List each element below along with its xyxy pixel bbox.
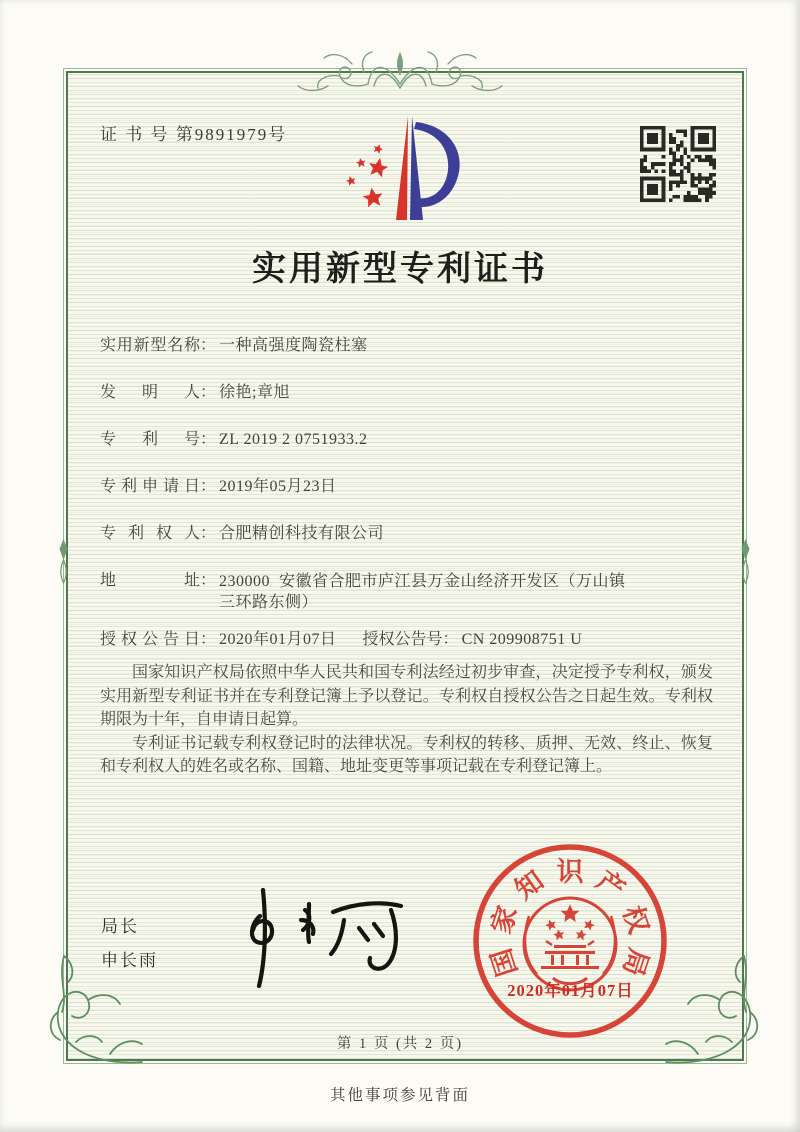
field-value: 2019年05月23日 [219, 478, 337, 495]
director-signature [205, 872, 415, 990]
field-value: CN 209908751 U [461, 631, 583, 648]
field-label: 专 利 申 请 日 [100, 478, 200, 495]
colon: ： [200, 478, 217, 495]
director-title: 局长 [101, 917, 139, 936]
field-label: 专 利 号 [100, 431, 200, 448]
field-row-grant [100, 630, 714, 650]
field-label-grant-number: 授权公告号 [362, 631, 443, 648]
field-label: 发 明 人 [100, 384, 200, 401]
field-value: 一种高强度陶瓷柱塞 [219, 337, 368, 354]
field-label: 专 利 权 人 [100, 525, 200, 542]
seal-date: 2020年01月07日 [507, 981, 634, 1000]
field-row-address [100, 571, 714, 613]
field-value: 徐艳;章旭 [219, 384, 290, 401]
svg-text:国: 国 [485, 944, 523, 980]
colon: ： [200, 337, 217, 354]
official-seal [467, 838, 673, 1044]
colon: ： [200, 572, 217, 589]
certificate-title: 实用新型专利证书 [252, 251, 548, 288]
svg-text:家: 家 [485, 902, 523, 938]
certificate-number: 证 书 号 第9891979号 [100, 125, 288, 144]
svg-text:产: 产 [590, 865, 631, 906]
field-row-patent-number [100, 430, 714, 450]
svg-text:识: 识 [556, 857, 584, 887]
back-side-note: 其他事项参见背面 [329, 1087, 470, 1104]
page-number: 第 1 页 (共 2 页) [336, 1036, 464, 1052]
cnipa-logo [344, 112, 476, 228]
legal-paragraph-2: 专利证书记载专利权登记时的法律状况。专利权的转移、质押、无效、终止、恢复和专利权人的姓名或名称、国籍、地址变更等事项记载在专利登记簿上。 [100, 734, 713, 775]
colon: ： [200, 631, 217, 648]
field-row-utility-name [100, 336, 714, 356]
field-label: 授 权 公 告 日 [100, 631, 200, 648]
field-value: ZL 2019 2 0751933.2 [219, 431, 368, 448]
colon: ： [200, 431, 217, 448]
field-label: 地 址 [100, 572, 200, 589]
field-row-patentee [100, 524, 714, 544]
field-row-filing-date [100, 477, 714, 497]
legal-text [100, 661, 713, 779]
svg-text:知: 知 [509, 865, 550, 906]
field-row-inventor [100, 383, 714, 403]
field-value: 230000 安徽省合肥市庐江县万金山经济开发区（万山镇三环路东侧） [219, 573, 626, 611]
field-value: 2020年01月07日 [219, 631, 337, 648]
colon: ： [200, 384, 217, 401]
director-name: 申长雨 [101, 951, 158, 970]
patent-fields [100, 336, 714, 677]
field-label: 实 用 新 型 名 称 [100, 337, 200, 354]
svg-text:局: 局 [617, 944, 655, 980]
colon: ： [200, 525, 217, 542]
svg-text:权: 权 [617, 902, 655, 938]
colon: ： [442, 631, 459, 648]
legal-paragraph-1: 国家知识产权局依照中华人民共和国专利法经过初步审查，决定授予专利权，颁发实用新型专利证书并在专利登记簿上予以登记。专利权自授权公告之日起生效。专利权期限为十年，自申请日起算。 [100, 664, 713, 728]
field-value: 合肥精创科技有限公司 [219, 525, 385, 542]
qr-code [640, 126, 716, 202]
